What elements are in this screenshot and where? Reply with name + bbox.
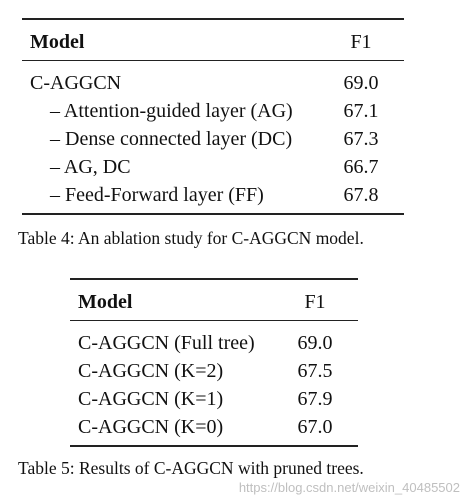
table-row	[22, 153, 404, 181]
model-cell: C-AGGCN (K=1)	[78, 388, 224, 410]
ablation-header-model: Model	[30, 31, 85, 53]
ablation-table	[22, 18, 404, 215]
pruned-trees-table-caption: Table 5: Results of C-AGGCN with pruned trees.	[18, 458, 364, 478]
f1-cell: 67.1	[343, 100, 379, 122]
f1-cell: 67.0	[297, 416, 333, 438]
table-row	[22, 125, 404, 153]
ablation-header-f1: F1	[350, 31, 372, 53]
pruned-header-model: Model	[78, 291, 133, 313]
pruned-trees-table	[70, 278, 358, 447]
f1-cell: 66.7	[343, 156, 379, 178]
model-cell: – Feed-Forward layer (FF)	[50, 184, 264, 206]
watermark-url: https://blog.csdn.net/weixin_40485502	[238, 480, 460, 495]
table-row	[70, 385, 358, 413]
model-cell: C-AGGCN (Full tree)	[78, 332, 255, 354]
f1-cell: 67.8	[343, 184, 379, 206]
f1-cell: 67.9	[297, 388, 333, 410]
pruned-trees-table-grid	[70, 278, 358, 447]
pruned-header-row	[70, 279, 358, 321]
f1-cell: 67.3	[343, 128, 379, 150]
ablation-table-grid	[22, 18, 404, 215]
ablation-header-row	[22, 19, 404, 61]
table-row	[70, 321, 358, 358]
model-cell: – AG, DC	[50, 156, 131, 178]
table-row	[70, 357, 358, 385]
model-cell: – Attention-guided layer (AG)	[50, 100, 293, 122]
ablation-table-caption: Table 4: An ablation study for C-AGGCN model.	[18, 228, 364, 248]
model-cell: C-AGGCN (K=0)	[78, 416, 224, 438]
f1-cell: 69.0	[297, 332, 333, 354]
table-row	[70, 413, 358, 446]
model-cell: C-AGGCN (K=2)	[78, 360, 224, 382]
table-row	[22, 97, 404, 125]
f1-cell: 67.5	[297, 360, 333, 382]
table-row	[22, 181, 404, 214]
table-row	[22, 61, 404, 98]
model-cell: – Dense connected layer (DC)	[50, 128, 293, 150]
f1-cell: 69.0	[343, 72, 379, 94]
pruned-header-f1: F1	[304, 291, 326, 313]
model-cell: C-AGGCN	[30, 72, 122, 94]
